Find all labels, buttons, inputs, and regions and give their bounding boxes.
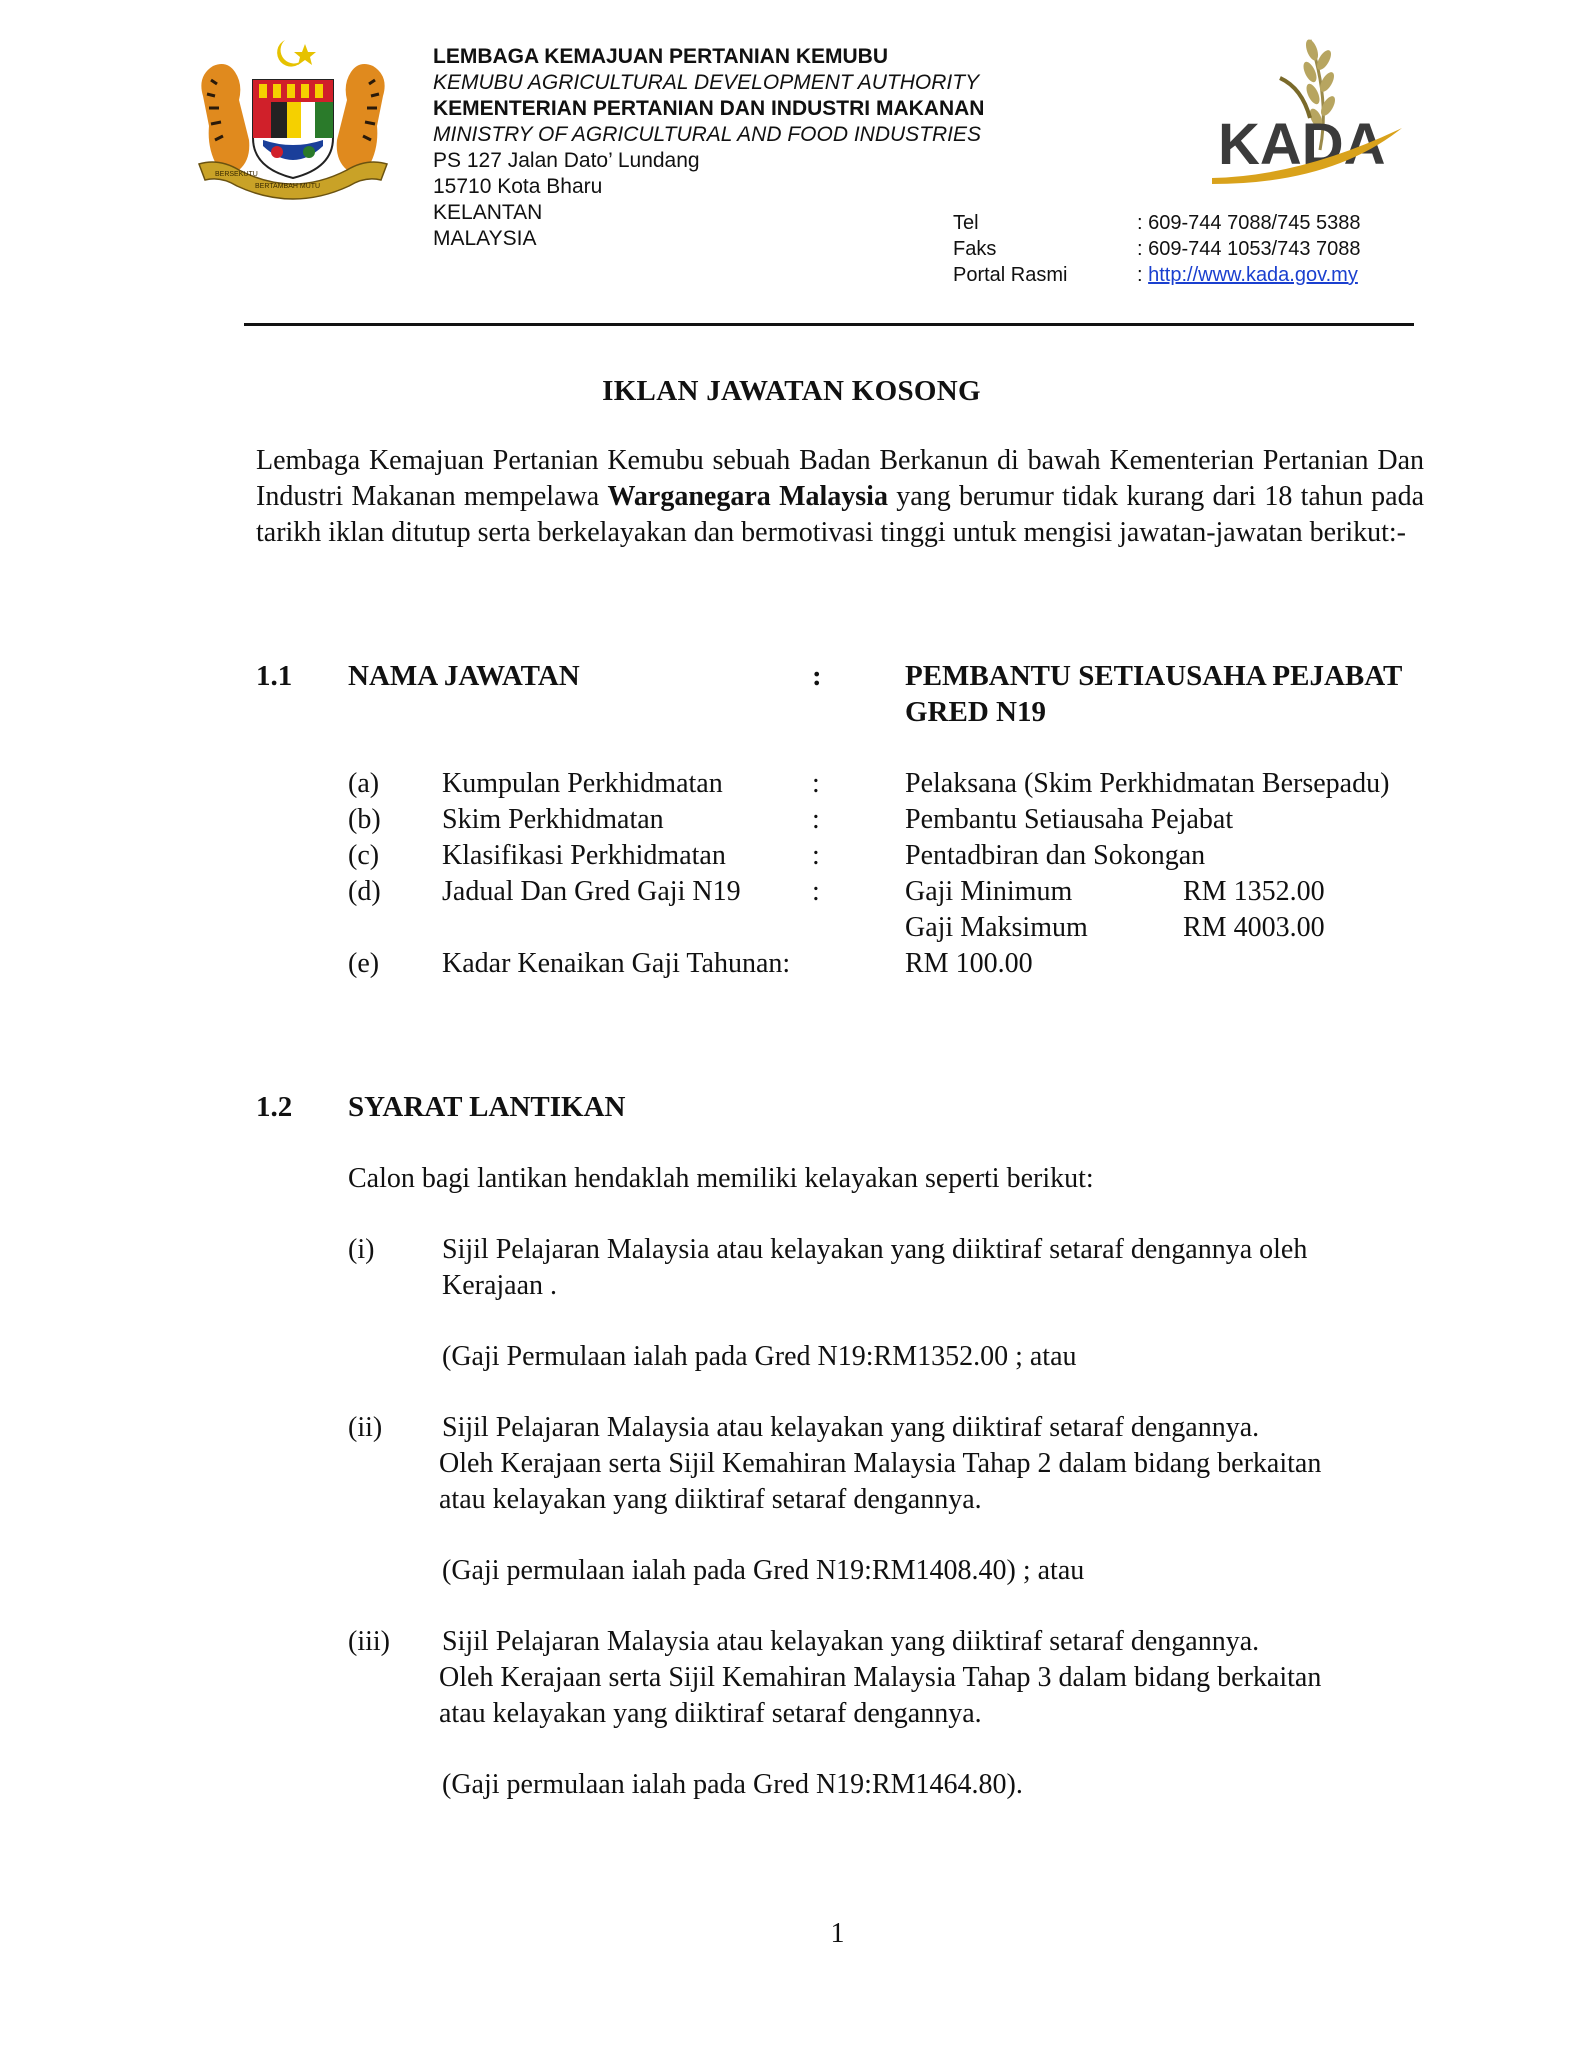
salary-min-label: Gaji Minimum [905, 876, 1073, 907]
req-iii-marker: (iii) [348, 1626, 390, 1657]
intro-text-bold: Warganegara Malaysia [607, 481, 888, 512]
req-ii-marker: (ii) [348, 1412, 383, 1443]
address-line-3: KELANTAN [433, 201, 543, 224]
req-ii-line-1: Sijil Pelajaran Malaysia atau kelayakan yang diiktiraf setaraf dengannya. [442, 1412, 1260, 1443]
header-divider [244, 323, 1414, 326]
req-ii-salary-note: (Gaji permulaan ialah pada Gred N19:RM1408.40) ; atau [442, 1555, 1085, 1586]
item-d-label: Jadual Dan Gred Gaji N19 [442, 876, 741, 907]
org-name-malay: LEMBAGA KEMAJUAN PERTANIAN KEMUBU [433, 45, 888, 68]
crest-ribbon-left: BERSEKUTU [215, 171, 258, 178]
req-i-marker: (i) [348, 1234, 375, 1265]
item-e-value: RM 100.00 [905, 948, 1033, 979]
section-1-2-number: 1.2 [256, 1091, 293, 1123]
item-b-marker: (b) [348, 804, 381, 835]
letterhead [0, 0, 1583, 330]
page-number: 1 [830, 1918, 845, 1949]
page-title: IKLAN JAWATAN KOSONG [602, 375, 981, 407]
item-e-label: Kadar Kenaikan Gaji Tahunan: [442, 948, 791, 979]
req-ii-line-3: atau kelayakan yang diiktiraf setaraf dengannya. [439, 1484, 982, 1515]
address-line-4: MALAYSIA [433, 227, 537, 250]
portal-link[interactable]: http://www.kada.gov.my [1148, 264, 1358, 286]
portal-value [1137, 262, 1361, 288]
fax-label: Faks [953, 238, 997, 260]
intro-paragraph [256, 443, 1424, 551]
portal-value-prefix: : [1137, 264, 1149, 286]
coat-of-arms-logo [193, 36, 393, 204]
tel-label: Tel [953, 212, 979, 234]
item-d-colon: : [812, 876, 820, 907]
salary-max-value: RM 4003.00 [1183, 912, 1325, 943]
item-b-label: Skim Perkhidmatan [442, 804, 664, 835]
req-iii-line-2: Oleh Kerajaan serta Sijil Kemahiran Malaysia Tahap 3 dalam bidang berkaitan [439, 1662, 1322, 1693]
tel-value: : 609-744 7088/745 5388 [1137, 212, 1361, 234]
section-1-1-number: 1.1 [256, 660, 293, 692]
address-line-1: PS 127 Jalan Dato’ Lundang [433, 149, 700, 172]
section-1-1-colon: : [812, 660, 822, 692]
req-i-line-1: Sijil Pelajaran Malaysia atau kelayakan yang diiktiraf setaraf dengannya oleh [442, 1234, 1308, 1265]
req-iii-line-1: Sijil Pelajaran Malaysia atau kelayakan yang diiktiraf setaraf dengannya. [442, 1626, 1260, 1657]
position-grade: GRED N19 [905, 696, 1046, 728]
req-iii-line-3: atau kelayakan yang diiktiraf setaraf dengannya. [439, 1698, 982, 1729]
item-a-label: Kumpulan Perkhidmatan [442, 768, 723, 799]
fax-value: : 609-744 1053/743 7088 [1137, 238, 1361, 260]
intro-text-after: yang berumur tidak kurang dari 18 tahun pada tarikh iklan ditutup serta berkelayakan dan bermotivasi tinggi untuk mengisi jawatan-jawatan berikut:- [256, 481, 1424, 548]
contact-labels [953, 210, 1067, 288]
ministry-name-malay: KEMENTERIAN PERTANIAN DAN INDUSTRI MAKANAN [433, 97, 985, 120]
organisation-address [433, 44, 984, 252]
requirements-lead: Calon bagi lantikan hendaklah memiliki kelayakan seperti berikut: [348, 1163, 1094, 1194]
ministry-name-english: MINISTRY OF AGRICULTURAL AND FOOD INDUSTRIES [433, 123, 982, 146]
item-a-value: Pelaksana (Skim Perkhidmatan Bersepadu) [905, 768, 1390, 799]
intro-text-before: Lembaga Kemajuan Pertanian Kemubu sebuah Badan Berkanun di bawah Kementerian Pertanian Dan Industri Makanan mempelawa [256, 445, 1424, 512]
item-c-colon: : [812, 840, 820, 871]
item-b-value: Pembantu Setiausaha Pejabat [905, 804, 1234, 835]
position-name: PEMBANTU SETIAUSAHA PEJABAT [905, 660, 1403, 692]
item-c-label: Klasifikasi Perkhidmatan [442, 840, 726, 871]
org-name-english: KEMUBU AGRICULTURAL DEVELOPMENT AUTHORITY [433, 71, 980, 94]
section-1-1-label: NAMA JAWATAN [348, 660, 580, 692]
item-d-marker: (d) [348, 876, 381, 907]
item-c-marker: (c) [348, 840, 380, 871]
item-c-value: Pentadbiran dan Sokongan [905, 840, 1206, 871]
salary-max-label: Gaji Maksimum [905, 912, 1088, 943]
item-a-marker: (a) [348, 768, 380, 799]
item-e-marker: (e) [348, 948, 380, 979]
req-i-line-2: Kerajaan . [442, 1270, 558, 1301]
kada-logo [1200, 30, 1410, 190]
kada-logo-text: KADA [1218, 112, 1386, 177]
req-iii-salary-note: (Gaji permulaan ialah pada Gred N19:RM1464.80). [442, 1769, 1023, 1800]
req-i-salary-note: (Gaji Permulaan ialah pada Gred N19:RM1352.00 ; atau [442, 1341, 1077, 1372]
item-b-colon: : [812, 804, 820, 835]
section-1-2-label: SYARAT LANTIKAN [348, 1091, 626, 1123]
crest-ribbon-center: BERTAMBAH MUTU [255, 183, 321, 190]
req-ii-line-2: Oleh Kerajaan serta Sijil Kemahiran Malaysia Tahap 2 dalam bidang berkaitan [439, 1448, 1322, 1479]
item-a-colon: : [812, 768, 820, 799]
portal-label: Portal Rasmi [953, 264, 1068, 286]
salary-min-value: RM 1352.00 [1183, 876, 1325, 907]
contact-values [1137, 210, 1361, 288]
address-line-2: 15710 Kota Bharu [433, 175, 603, 198]
